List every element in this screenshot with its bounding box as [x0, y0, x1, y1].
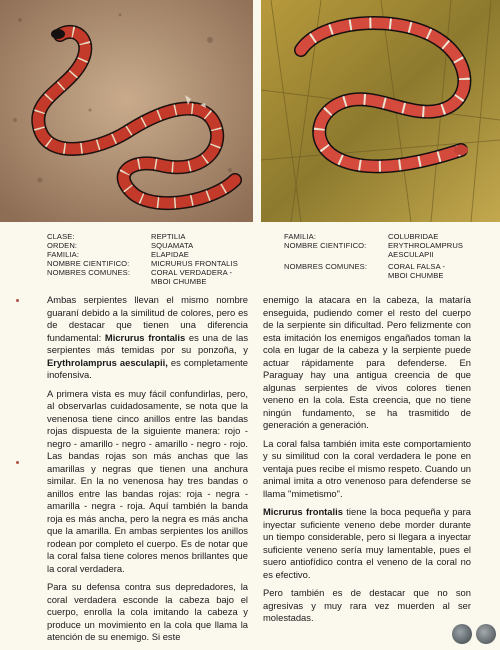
margin-mark: [16, 299, 19, 302]
photo-coral-falsa: [261, 0, 500, 222]
paragraph: [47, 294, 248, 382]
taxonomy-value: MICRURUS FRONTALIS: [151, 258, 238, 268]
text: es una de las serpientes más temidas por su ponzoña, y: [47, 331, 249, 355]
taxonomy-value: MBOI CHUMBE: [388, 270, 444, 280]
taxonomy-key: NOMBRES COMUNES:: [284, 261, 368, 271]
taxonomy-row: [47, 269, 238, 278]
taxonomy-row: [47, 278, 238, 287]
taxonomy-key: CLASE:: [47, 232, 75, 241]
taxonomy-true-coral: [47, 233, 238, 286]
taxonomy-value: SQUAMATA: [151, 240, 194, 250]
taxonomy-value: COLUBRIDAE: [388, 232, 439, 241]
taxonomy-key: [284, 272, 388, 281]
taxonomy-key: NOMBRE CIENTIFICO:: [284, 240, 367, 250]
taxonomy-row: [284, 251, 463, 260]
taxonomy-key: [47, 278, 151, 287]
coral-snake-image: [0, 0, 253, 222]
taxonomy-row: [284, 242, 463, 251]
text: es completamente inofensiva.: [47, 356, 248, 380]
article-column-right: [263, 294, 471, 631]
paragraph: A primera vista es muy fácil confundirlas, pero, al observarlas cuidadosamente, se nota que la venenosa tiene cinco anillos entre las bandas rojas dispuesta de la siguiente manera: rojo - negro - amarillo - negro - amarillo - negro - rojo. Las bandas rojas son más anchas que las amarillas y negras que tienen una anchura similar. En la no venenosa hay tres bandas o anillos entre las bandas rojas: roja - negra - amarilla - negra - roja. Aquí también la banda roja es más ancha, pero la negra es más ancha que la amarilla. En ambas serpientes los anillos rodean por completo el cuerpo. Es de notar que la coral falsa tiene colores menos brillantes que la coral verdadera.: [47, 387, 248, 574]
taxonomy-value: REPTILIA: [151, 232, 186, 241]
taxonomy-value: CORAL FALSA -: [388, 261, 446, 271]
text: Ambas serpientes llevan el mismo nombre guaraní debido a la similitud de colores, pero es de destacar que tienen una diferencia fundamental:: [47, 294, 248, 343]
article-column-left: [47, 294, 248, 650]
taxonomy-value: CORAL VERDADERA -: [151, 267, 233, 277]
sponsor-logo: [476, 624, 496, 644]
false-coral-snake-image: [261, 0, 500, 222]
paragraph: Para su defensa contra sus depredadores, la coral verdadera esconde la cabeza bajo el cuerpo, enrolla la cola imitando la cabeza y produce un movimiento en la cola que llama la atención de su enemigo. Si este: [47, 581, 248, 642]
taxonomy-value: AESCULAPII: [388, 249, 434, 259]
taxonomy-key: [284, 251, 388, 260]
publisher-logo: [452, 624, 472, 644]
taxonomy-value: ELAPIDAE: [151, 249, 189, 259]
paragraph: [263, 506, 471, 581]
taxonomy-key: NOMBRE CIENTIFICO:: [47, 258, 130, 268]
taxonomy-key: FAMILIA:: [284, 232, 317, 241]
taxonomy-key: NOMBRES COMUNES:: [47, 267, 131, 277]
photo-coral-verdadera: [0, 0, 253, 222]
species-name: Micrurus frontalis: [104, 331, 186, 343]
taxonomy-value: MBOI CHUMBE: [151, 276, 207, 286]
taxonomy-value: ERYTHROLAMPRUS: [388, 240, 464, 250]
taxonomy-false-coral: [284, 233, 463, 281]
taxonomy-key: ORDEN:: [47, 240, 78, 250]
paragraph: La coral falsa también imita este comportamiento y su similitud con la coral verdadera le pone en ventaja pues recibe el mismo respeto. Cuando un animal imita a otro venenoso para defenderse se llama "mimetismo".: [263, 437, 471, 499]
taxonomy-key: FAMILIA:: [47, 249, 80, 259]
paragraph: Pero también es de destacar que no son agresivas y muy rara vez muerden al ser molestadas.: [263, 587, 471, 623]
taxonomy-row: [284, 272, 463, 281]
species-name: Erythrolamprus aesculapii,: [47, 356, 168, 368]
text: tiene la boca pequeña y para inyectar suficiente veneno debe morder durante un tiempo considerable, pero si llegara a inyectar suficiente veneno sería muy lamentable, pues el suero antiofídico contra el veneno de la coral no es efectivo.: [263, 506, 471, 580]
margin-mark: [16, 461, 19, 464]
species-name: Micrurus frontalis: [263, 506, 343, 517]
paragraph: enemigo la atacara en la cabeza, la mataría enseguida, pudiendo comer el resto del cuerpo de la serpiente sin dificultad. Pero felizmente con esta imitación los enemigos engañados toman la cola en lugar de la cabeza y la serpiente puede actuar rápidamente para defenderse. En Paraguay hay una antigua creencia de que algunas serpientes de vivos colores tienen veneno en la cola. Esta creencia, que no tiene ningún fundamento, se ha trasmitido de generación a generación.: [263, 294, 471, 430]
